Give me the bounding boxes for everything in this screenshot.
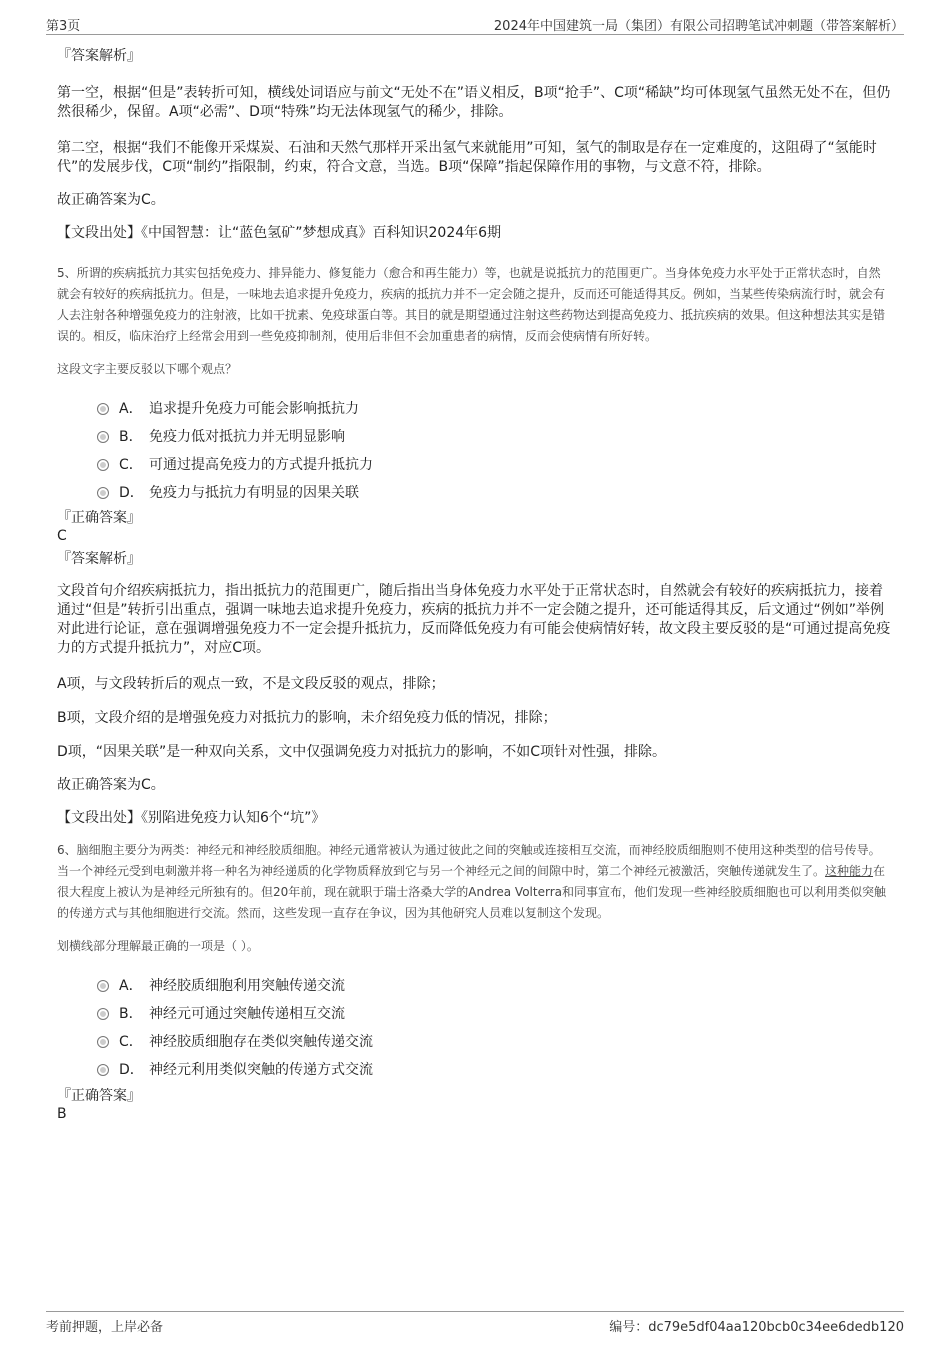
q6-option-d[interactable]: D． 神经元利用类似突触的传递方式交流 bbox=[57, 1055, 891, 1083]
document-id: 编号：dc79e5df04aa120bcb0c34ee6dedb120 bbox=[609, 1320, 904, 1335]
page-header bbox=[46, 12, 904, 35]
footer-slogan: 考前押题，上岸必备 bbox=[46, 1320, 164, 1335]
q6-answer-label: 『正确答案』 bbox=[57, 1088, 141, 1104]
document-title: 2024年中国建筑一局（集团）有限公司招聘笔试冲刺题（带答案解析） bbox=[493, 19, 904, 34]
q5-option-a[interactable]: A． 追求提升免疫力可能会影响抵抗力 bbox=[57, 394, 891, 422]
q6-stem: 6、脑细胞主要分为两类：神经元和神经胶质细胞。神经元通常被认为通过彼此之间的突触或连接相互交流，而神经胶质细胞则不使用这种类型的信号传导。当一个神经元受到电刺激并将一种名为神经递质的化学物质释放到它与另一个神经元之间的间隙中时，第二个神经元被激活，突触传递就发生了。这种能力在很大程度上被认为是神经元所独有的。但20年前，现在就职于瑞士洛桑大学的Andrea Volterra和同事宣布，他们发现一些神经胶质细胞也可以利用类似突触的传递方式与其他细胞进行交流。然而，这些发现一直存在争议，因为其他研究人员难以复制这个发现。 bbox=[57, 843, 886, 920]
page-number: 第3页 bbox=[46, 19, 81, 34]
radio-button[interactable] bbox=[97, 1064, 109, 1076]
q6-answer: B bbox=[57, 1106, 67, 1122]
radio-button[interactable] bbox=[97, 980, 109, 992]
q5-analysis-option-b: B项，文段介绍的是增强免疫力对抵抗力的影响，未介绍免疫力低的情况，排除； bbox=[57, 710, 557, 726]
radio-button[interactable] bbox=[97, 487, 109, 499]
q4-source: 【文段出处】《中国智慧：让“蓝色氢矿”梦想成真》百科知识2024年6期 bbox=[57, 225, 502, 241]
q5-source: 【文段出处】《别陷进免疫力认知6个“坑”》 bbox=[57, 810, 326, 826]
main-content bbox=[57, 44, 891, 1123]
q6-option-c[interactable]: C． 神经胶质细胞存在类似突触传递交流 bbox=[57, 1027, 891, 1055]
page-footer bbox=[46, 1311, 904, 1336]
radio-button[interactable] bbox=[97, 403, 109, 415]
q5-answer: C bbox=[57, 528, 67, 544]
underlined-phrase: 这种能力 bbox=[825, 864, 874, 878]
q6-option-a[interactable]: A． 神经胶质细胞利用突触传递交流 bbox=[57, 971, 891, 999]
q5-question: 这段文字主要反驳以下哪个观点？ bbox=[57, 362, 238, 376]
radio-button[interactable] bbox=[97, 431, 109, 443]
q4-conclusion: 故正确答案为C。 bbox=[57, 192, 165, 208]
q5-answer-label: 『正确答案』 bbox=[57, 510, 141, 526]
q5-analysis-label: 『答案解析』 bbox=[57, 551, 141, 567]
q5-analysis-option-d: D项，“因果关联”是一种双向关系，文中仅强调免疫力对抵抗力的影响，不如C项针对性强，排除。 bbox=[57, 744, 667, 760]
q5-option-d[interactable]: D． 免疫力与抵抗力有明显的因果关联 bbox=[57, 478, 891, 506]
q5-analysis-para-1: 文段首句介绍疾病抵抗力，指出抵抗力的范围更广，随后指出当身体免疫力水平处于正常状态时，自然就会有较好的疾病抵抗力，接着通过“但是”转折引出重点，强调一味地去追求提升免疫力，疾病的抵抗力并不一定会随之提升，还可能适得其反，后文通过“例如”举例对此进行论证，意在强调增强免疫力不一定会提升抵抗力，反而降低免疫力有可能会使病情好转，故文段主要反驳的是“可通过提高免疫力的方式提升抵抗力”，对应C项。 bbox=[57, 583, 891, 656]
q6-options bbox=[57, 971, 891, 1083]
q4-analysis-para-2: 第二空，根据“我们不能像开采煤炭、石油和天然气那样开采出氢气来就能用”可知，氢气的制取是存在一定难度的，这阻碍了“氢能时代”的发展步伐，C项“制约”指限制，约束，符合文意，当选。B项“保障”指起保障作用的事物，与文意不符，排除。 bbox=[57, 140, 877, 175]
q6-option-b[interactable]: B． 神经元可通过突触传递相互交流 bbox=[57, 999, 891, 1027]
radio-button[interactable] bbox=[97, 1036, 109, 1048]
radio-button[interactable] bbox=[97, 1008, 109, 1020]
q4-analysis-para-1: 第一空，根据“但是”表转折可知，横线处词语应与前文“无处不在”语义相反，B项“抢手”、C项“稀缺”均可体现氢气虽然无处不在，但仍然很稀少，保留。A项“必需”、D项“特殊”均无法体现氢气的稀少，排除。 bbox=[57, 85, 891, 120]
q5-option-c[interactable]: C． 可通过提高免疫力的方式提升抵抗力 bbox=[57, 450, 891, 478]
q5-conclusion: 故正确答案为C。 bbox=[57, 777, 165, 793]
radio-button[interactable] bbox=[97, 459, 109, 471]
q5-stem: 5、所谓的疾病抵抗力其实包括免疫力、排异能力、修复能力（愈合和再生能力）等，也就是说抵抗力的范围更广。当身体免疫力水平处于正常状态时，自然就会有较好的疾病抵抗力。但是，一味地去追求提升免疫力，疾病的抵抗力并不一定会随之提升，反而还可能适得其反。例如，当某些传染病流行时，就会有人去注射各种增强免疫力的注射液，比如干扰素、免疫球蛋白等。其目的就是期望通过注射这些药物达到提高免疫力、抵抗疾病的效果。但这种想法其实是错误的。相反，临床治疗上经常会用到一些免疫抑制剂，使用后非但不会加重患者的病情，反而会使病情有所好转。 bbox=[57, 266, 886, 343]
q4-analysis-label: 『答案解析』 bbox=[57, 48, 141, 64]
q5-analysis-option-a: A项，与文段转折后的观点一致，不是文段反驳的观点，排除； bbox=[57, 676, 445, 692]
q5-option-b[interactable]: B． 免疫力低对抵抗力并无明显影响 bbox=[57, 422, 891, 450]
q6-question: 划横线部分理解最正确的一项是（ ）。 bbox=[57, 939, 259, 953]
q5-options bbox=[57, 394, 891, 506]
